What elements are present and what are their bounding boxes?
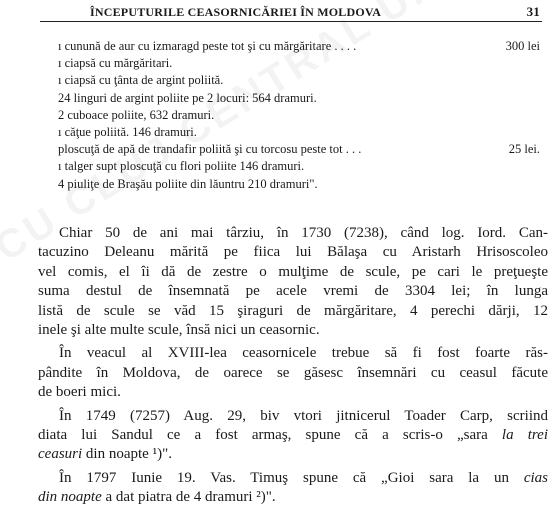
text-run: diata lui Sandul ce a fost armaş, spune că a scris-o „sara bbox=[38, 427, 502, 444]
list-item bbox=[58, 141, 548, 158]
text-line: Chiar 50 de ani mai târziu, în 1730 (7238), când log. Iord. Can- bbox=[59, 225, 548, 241]
paragraph-18th-century bbox=[38, 344, 548, 402]
text-run: În 1797 Iunie 19. Vas. Timuş spune că „Gioi sara la un bbox=[59, 469, 524, 486]
list-item bbox=[58, 55, 548, 72]
item-text: ploscuţă de apă de trandafir poliită şi cu torcosu peste tot . . . bbox=[58, 142, 362, 157]
list-item bbox=[58, 176, 548, 193]
text-line: În veacul al XVIII-lea ceasornicele trebue să fi fost foarte răs- bbox=[59, 345, 548, 362]
text-line: listă de scule se văd 15 şiraguri de mărgăritare, 4 perechi dărji, 12 bbox=[38, 302, 548, 319]
text-line bbox=[38, 426, 548, 445]
inventory-list bbox=[58, 38, 548, 193]
text-line: În 1749 (7257) Aug. 29, biv vtori jitnicerul Toader Carp, scriind bbox=[59, 407, 548, 424]
text-run: din noapte ¹)". bbox=[82, 446, 172, 463]
list-item bbox=[58, 158, 548, 175]
page-number: 31 bbox=[526, 4, 540, 19]
text-line: vel comis, el îi dă de zestre o mulţime de scule, pe cari le preţueşte bbox=[38, 263, 548, 280]
text-line: tacuzino Deleanu mărită pe fiica lui Bălaşa cu Aristarh Hrisoscoleo bbox=[38, 244, 548, 261]
text-line: de boeri mici. bbox=[38, 384, 121, 401]
list-item bbox=[58, 124, 548, 141]
list-item bbox=[58, 107, 548, 124]
text-line: inele şi alte multe scule, însă nici un ceasornic. bbox=[38, 322, 320, 339]
list-item bbox=[58, 38, 548, 55]
list-item bbox=[58, 72, 548, 89]
item-text: 24 linguri de argint poliite pe 2 locuri: 564 dramuri. bbox=[58, 90, 317, 105]
item-text: 4 piuliţe de Braşău poliite din lăuntru 210 dramuri". bbox=[58, 176, 318, 191]
text-line bbox=[38, 469, 548, 488]
text-line: pândite în Moldova, de oarece se găsesc însemnări cu ceasul făcute bbox=[38, 364, 548, 381]
running-title: ÎNCEPUTURILE CEASORNICĂRIEI ÎN MOLDOVA bbox=[90, 5, 382, 19]
item-text: 2 cuboace poliite, 632 dramuri. bbox=[58, 107, 215, 122]
paragraph-1749 bbox=[38, 407, 548, 465]
item-text: ı căţue poliită. 146 dramuri. bbox=[58, 124, 197, 139]
italic-text: din noapte bbox=[38, 489, 102, 506]
italic-text: la trei bbox=[501, 427, 548, 444]
paragraph-dowry bbox=[38, 224, 548, 340]
item-text: ı ciapsă cu ţânta de argint poliită. bbox=[58, 73, 224, 88]
italic-text: ceasuri bbox=[38, 446, 83, 463]
item-text: ı cunună de aur cu izmaragd peste tot şi cu mărgăritare . . . . bbox=[58, 39, 357, 53]
paragraph-1797 bbox=[38, 469, 548, 508]
item-text: ı talger supt ploscuţă cu flori poliite 146 dramuri. bbox=[58, 159, 305, 174]
text-line: suma destul de însemnată pe acele vremi de 3304 lei; în lunga bbox=[38, 283, 548, 300]
item-value: 300 lei bbox=[505, 39, 540, 53]
text-run: a dat piatra de 4 dramuri ²)". bbox=[101, 489, 276, 506]
list-item bbox=[58, 90, 548, 107]
italic-text: cias bbox=[523, 469, 548, 486]
page-header bbox=[40, 2, 542, 22]
text-line bbox=[38, 445, 548, 464]
item-text: ı ciapsă cu mărgăritari. bbox=[58, 56, 173, 71]
body-text bbox=[38, 224, 548, 508]
item-value: 25 lei. bbox=[508, 142, 540, 157]
header-rule bbox=[40, 21, 542, 22]
text-line bbox=[38, 488, 548, 507]
